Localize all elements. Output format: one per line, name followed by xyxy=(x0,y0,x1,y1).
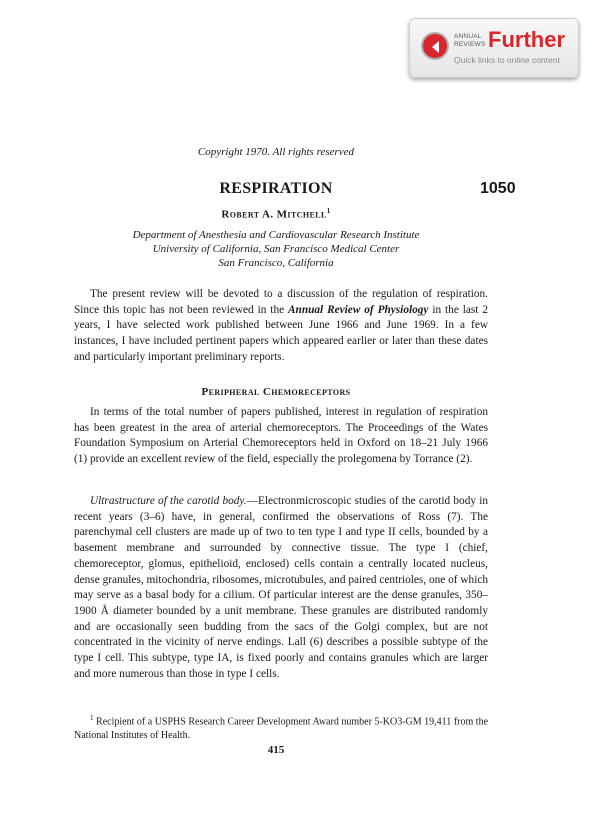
intro-paragraph: The present review will be devoted to a discussion of the regulation of respiration. Since this topic has not been reviewed in the Annual Review of Physiology in the last 2 years, I have selected work published between June 1966 and June 1969. In a few instances, I have included pertinent papers which appeared earlier or later than these dates and particularly important preliminary reports. xyxy=(74,288,488,363)
section-heading: Peripheral Chemoreceptors xyxy=(201,386,351,398)
footnote: $^1$ Recipient of a USPHS Research Career Development Award number 5-KO3-GM 19,411 from the National Institutes of Health. xyxy=(74,714,489,742)
article-title: RESPIRATION xyxy=(219,180,333,197)
back-arrow-icon xyxy=(421,32,449,60)
journal-name: Annual Review of Physiology xyxy=(288,303,429,316)
author-line xyxy=(0,207,552,221)
copyright-line: Copyright 1970. All rights reserved xyxy=(197,146,355,158)
footnote-mark: 1 xyxy=(90,714,94,722)
affiliation-line-1: Department of Anesthesia and Cardiovascular Research Institute xyxy=(132,229,420,241)
badge-further-label: Further xyxy=(488,27,565,52)
page-number: 415 xyxy=(267,744,285,756)
section-paragraph: In terms of the total number of papers published, interest in regulation of respiration has been greatest in the area of arterial chemoreceptors. The Proceedings of the Wates Foundation Symposium on Arterial Chemoreceptors held in Oxford on 18–21 July 1966 (1) provide an excellent review of the field, especially the prolegomena by Torrance (2). xyxy=(74,406,488,466)
badge-annual-reviews-label: ANNUAL REVIEWS xyxy=(454,33,486,48)
affiliation-line-2: University of California, San Francisco Medical Center xyxy=(152,243,400,255)
author-name: Robert A. Mitchell xyxy=(221,208,327,221)
code-number: 1050 xyxy=(480,180,516,197)
further-badge[interactable] xyxy=(409,18,579,78)
badge-subtitle: Quick links to online content xyxy=(454,55,560,65)
author-footnote-mark: 1 xyxy=(326,207,331,215)
affiliation-line-3: San Francisco, California xyxy=(218,257,334,269)
ultrastructure-heading: Ultrastructure of the carotid body. xyxy=(90,495,247,507)
ultrastructure-paragraph: Ultrastructure of the carotid body.—Electronmicroscopic studies of the carotid body in recent years (3–6) have, in general, confirmed the observations of Ross (7). The parenchymal cell clusters are made up of two to ten type I and type II cells, bounded by a basement membrane and surrounded by connective tissue. The type I (chief, chemoreceptor, glomus, epithelioid, enclosed) cells contain a centrally located nucleus, dense granules, mitochondria, ribosomes, microtubules, and paired centrioles, one of which may serve as a basal body for a cilium. Of particular interest are the dense granules, 350–1900 Å diameter bounded by a unit membrane. These granules are distributed randomly and are occasionally seen budding from the sacs of the Golgi complex, but are not concentrated in the vicinity of nerve endings. Lall (6) describes a possible subtype of the type I cell. This subtype, type IA, is fixed poorly and contains granules which are larger and more numerous than those in type I cells. xyxy=(74,495,488,680)
